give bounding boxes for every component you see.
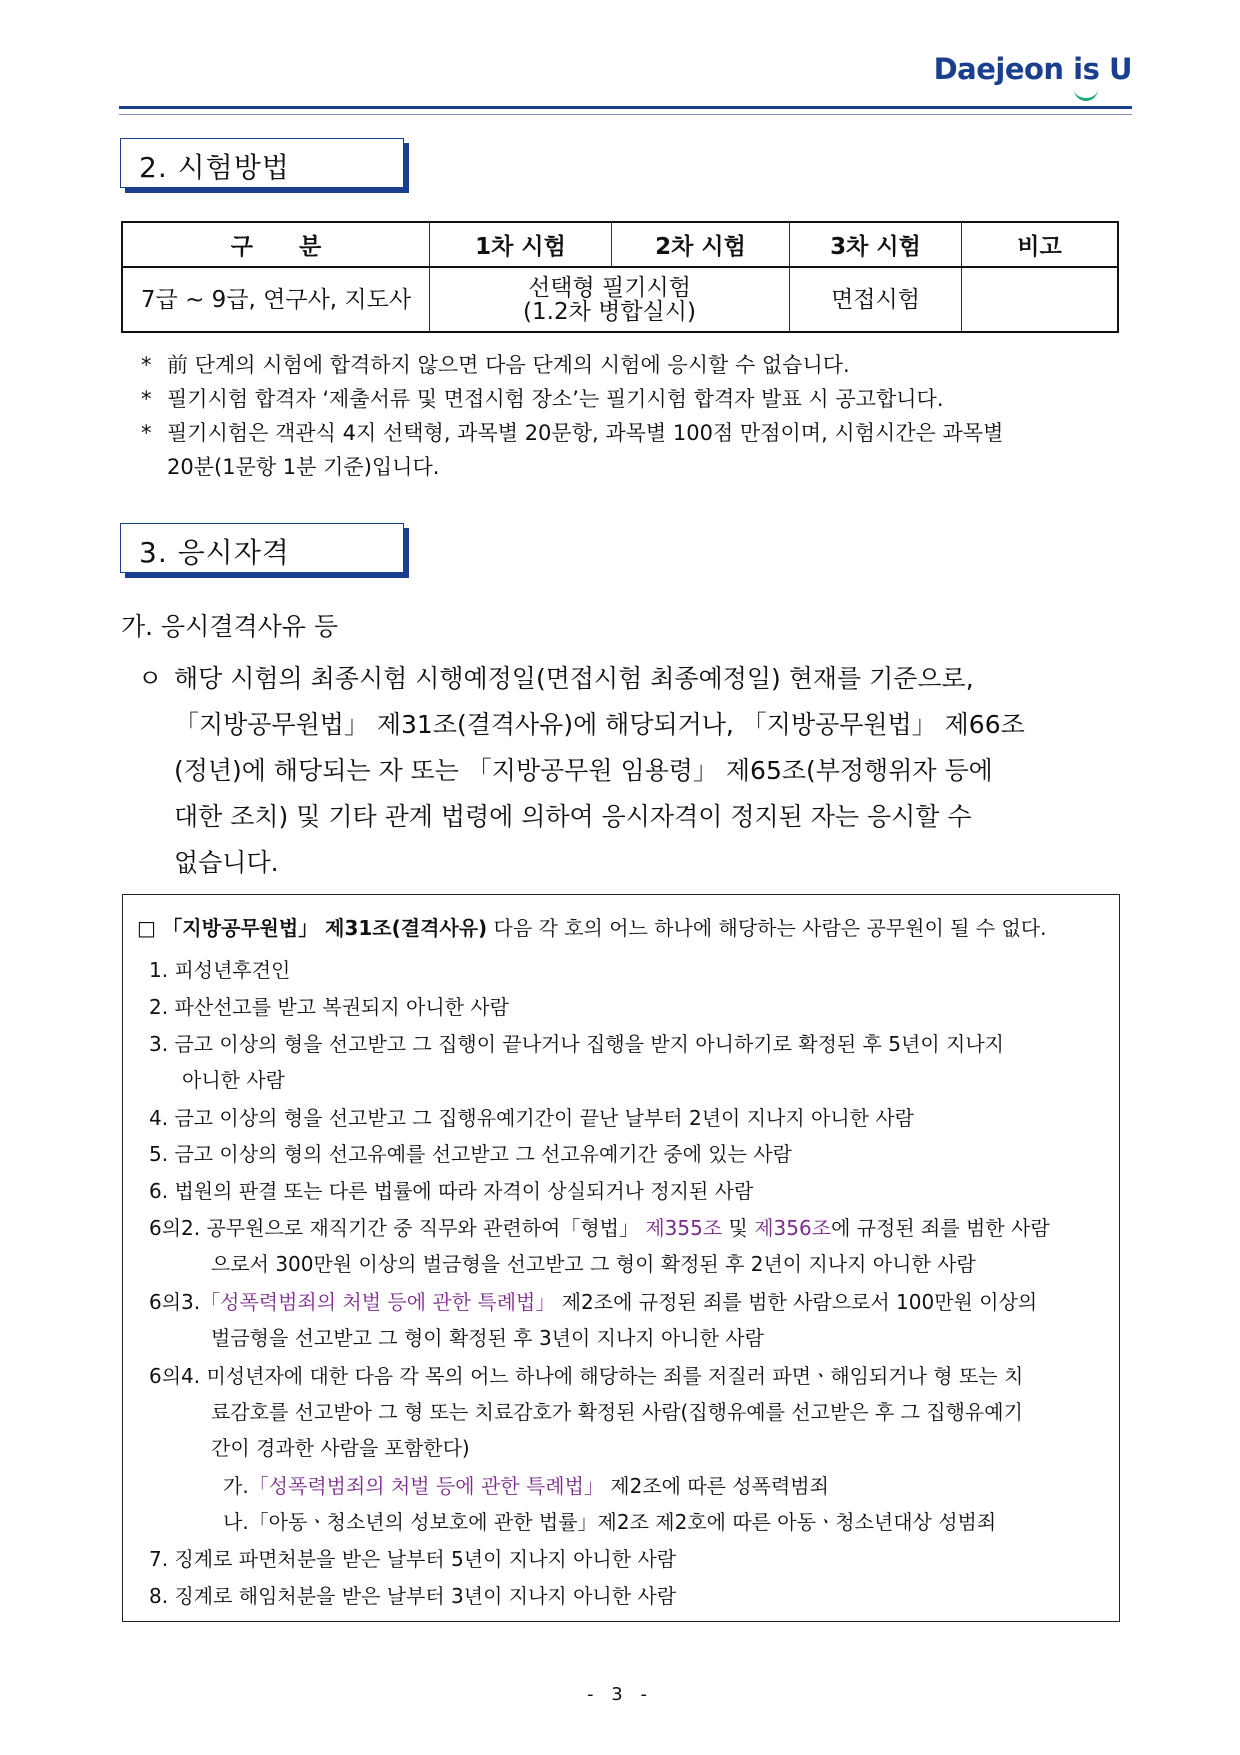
note-star: * bbox=[141, 387, 152, 411]
header-rule-thin bbox=[119, 114, 1132, 115]
law-excerpt-box bbox=[122, 894, 1120, 1622]
law-item-6: 6. 법원의 판결 또는 다른 법률에 따라 자격이 상실되거나 정지된 사람 bbox=[149, 1179, 754, 1203]
law-item-4: 4. 금고 이상의 형을 선고받고 그 집행유예기간이 끝난 날부터 2년이 지나지 아니한 사람 bbox=[149, 1106, 914, 1130]
cell-remark bbox=[962, 267, 1119, 332]
header-exam3: 3차 시험 bbox=[790, 222, 962, 267]
law-item-6-4: 6의4. 미성년자에 대한 다음 각 목의 어느 하나에 해당하는 죄를 저질러 파면ㆍ해임되거나 형 또는 치 bbox=[149, 1364, 1024, 1388]
paragraph-line bbox=[174, 656, 1129, 702]
law-text: 가. bbox=[223, 1474, 249, 1498]
smile-icon bbox=[1074, 89, 1098, 101]
note-text: 20분(1문항 1분 기준)입니다. bbox=[167, 455, 440, 479]
cell-written-exam bbox=[430, 267, 790, 332]
note-3 bbox=[141, 416, 1003, 450]
law-item-6-2 bbox=[149, 1215, 1050, 1241]
law-item-6-2-cont: 으로서 300만원 이상의 벌금형을 선고받고 그 형이 확정된 후 2년이 지나지 아니한 사람 bbox=[211, 1252, 976, 1276]
law-link[interactable]: 「성폭력범죄의 처벌 등에 관한 특례법」 bbox=[200, 1290, 556, 1314]
law-item-3: 3. 금고 이상의 형을 선고받고 그 집행이 끝나거나 집행을 받지 아니하기로 확정된 후 5년이 지나지 bbox=[149, 1032, 1004, 1056]
law-item-5: 5. 금고 이상의 형의 선고유예를 선고받고 그 선고유예기간 중에 있는 사람 bbox=[149, 1142, 792, 1166]
law-item-6-3-cont: 벌금형을 선고받고 그 형이 확정된 후 3년이 지나지 아니한 사람 bbox=[211, 1326, 764, 1350]
law-item-6-3 bbox=[149, 1289, 1037, 1315]
paragraph-text: 해당 시험의 최종시험 시행예정일(면접시험 최종예정일) 현재를 기준으로, bbox=[174, 664, 974, 693]
paragraph-text: 대한 조치) 및 기타 관계 법령에 의하여 응시자격이 정지된 자는 응시할 수 bbox=[174, 802, 972, 831]
exam-method-table bbox=[121, 221, 1119, 333]
paragraph-line bbox=[174, 748, 1129, 794]
cell-category: 7급 ~ 9급, 연구사, 지도사 bbox=[122, 267, 430, 332]
section-title: 3. 응시자격 bbox=[139, 536, 290, 569]
paragraph-line bbox=[174, 702, 1129, 748]
law-title-bold: 「지방공무원법」 제31조(결격사유) bbox=[162, 916, 488, 940]
law-link[interactable]: 제356조 bbox=[754, 1216, 832, 1240]
paragraph-text: 「지방공무원법」 제31조(결격사유)에 해당되거나, 「지방공무원법」 제66조 bbox=[174, 710, 1025, 739]
header-exam2: 2차 시험 bbox=[612, 222, 790, 267]
header-remark: 비고 bbox=[962, 222, 1119, 267]
law-text: 에 규정된 죄를 범한 사람 bbox=[831, 1216, 1050, 1240]
law-item-7: 7. 징계로 파면처분을 받은 날부터 5년이 지나지 아니한 사람 bbox=[149, 1547, 677, 1571]
section-heading-eligibility bbox=[120, 523, 404, 573]
paragraph-text: 없습니다. bbox=[174, 848, 279, 877]
section-title: 2. 시험방법 bbox=[139, 151, 290, 184]
note-star: * bbox=[141, 421, 152, 445]
law-item-6-4-cont1: 료감호를 선고받아 그 형 또는 치료감호가 확정된 사람(집행유예를 선고받은 후 그 집행유예기 bbox=[211, 1400, 1023, 1424]
logo-text: Daejeon is U bbox=[933, 52, 1132, 86]
note-star: * bbox=[141, 353, 152, 377]
note-text: 前 단계의 시험에 합격하지 않으면 다음 단계의 시험에 응시할 수 없습니다. bbox=[167, 353, 850, 377]
law-item-3-cont: 아니한 사람 bbox=[182, 1068, 285, 1092]
note-text: 필기시험 합격자 ‘제출서류 및 면접시험 장소’는 필기시험 합격자 발표 시 공고합니다. bbox=[167, 387, 944, 411]
table-header-row bbox=[122, 222, 1118, 267]
law-text: 제2조에 규정된 죄를 범한 사람으로서 100만원 이상의 bbox=[561, 1290, 1038, 1314]
law-item-8: 8. 징계로 해임처분을 받은 날부터 3년이 지나지 아니한 사람 bbox=[149, 1584, 677, 1608]
header-category: 구 분 bbox=[122, 222, 430, 267]
law-link[interactable]: 제355조 bbox=[645, 1216, 723, 1240]
header-exam1: 1차 시험 bbox=[430, 222, 612, 267]
law-title-rest: 다음 각 호의 어느 하나에 해당하는 사람은 공무원이 될 수 없다. bbox=[493, 916, 1047, 940]
law-title bbox=[137, 915, 1046, 941]
header-rule bbox=[119, 106, 1132, 109]
paragraph-text: (정년)에 해당되는 자 또는 「지방공무원 임용령」 제65조(부정행위자 등에 bbox=[174, 756, 993, 785]
law-subitem-ga bbox=[223, 1473, 829, 1499]
daejeon-logo bbox=[933, 52, 1132, 100]
law-text: 및 bbox=[728, 1216, 748, 1240]
cell-interview: 면접시험 bbox=[790, 267, 962, 332]
circle-bullet: ㅇ bbox=[138, 664, 163, 693]
law-item-6-4-cont2: 간이 경과한 사람을 포함한다) bbox=[211, 1436, 470, 1460]
paragraph-line bbox=[174, 840, 1129, 886]
section-heading-exam-method bbox=[120, 138, 404, 188]
written-exam-line1: 선택형 필기시험 bbox=[528, 274, 691, 301]
paragraph-line bbox=[174, 794, 1129, 840]
table-row bbox=[122, 267, 1118, 332]
square-icon: □ bbox=[137, 916, 156, 940]
note-3-cont bbox=[167, 450, 439, 484]
law-item-1: 1. 피성년후견인 bbox=[149, 958, 291, 982]
subheading-disqualification: 가. 응시결격사유 등 bbox=[121, 612, 339, 641]
note-1 bbox=[141, 348, 850, 382]
law-subitem-na: 나.「아동ㆍ청소년의 성보호에 관한 법률」제2조 제2호에 따른 아동ㆍ청소년대상 성범죄 bbox=[223, 1510, 997, 1534]
law-text: 6의2. 공무원으로 재직기간 중 직무와 관련하여「형법」 bbox=[149, 1216, 639, 1240]
law-link[interactable]: 「성폭력범죄의 처벌 등에 관한 특례법」 bbox=[248, 1474, 604, 1498]
law-text: 제2조에 따른 성폭력범죄 bbox=[610, 1474, 829, 1498]
note-text: 필기시험은 객관식 4지 선택형, 과목별 20문항, 과목별 100점 만점이며, 시험시간은 과목별 bbox=[167, 421, 1004, 445]
written-exam-line2: (1.2차 병합실시) bbox=[523, 298, 696, 325]
law-text: 6의3. bbox=[149, 1290, 201, 1314]
note-2 bbox=[141, 382, 944, 416]
law-item-2: 2. 파산선고를 받고 복권되지 아니한 사람 bbox=[149, 995, 509, 1019]
page-number: - 3 - bbox=[587, 1684, 653, 1705]
